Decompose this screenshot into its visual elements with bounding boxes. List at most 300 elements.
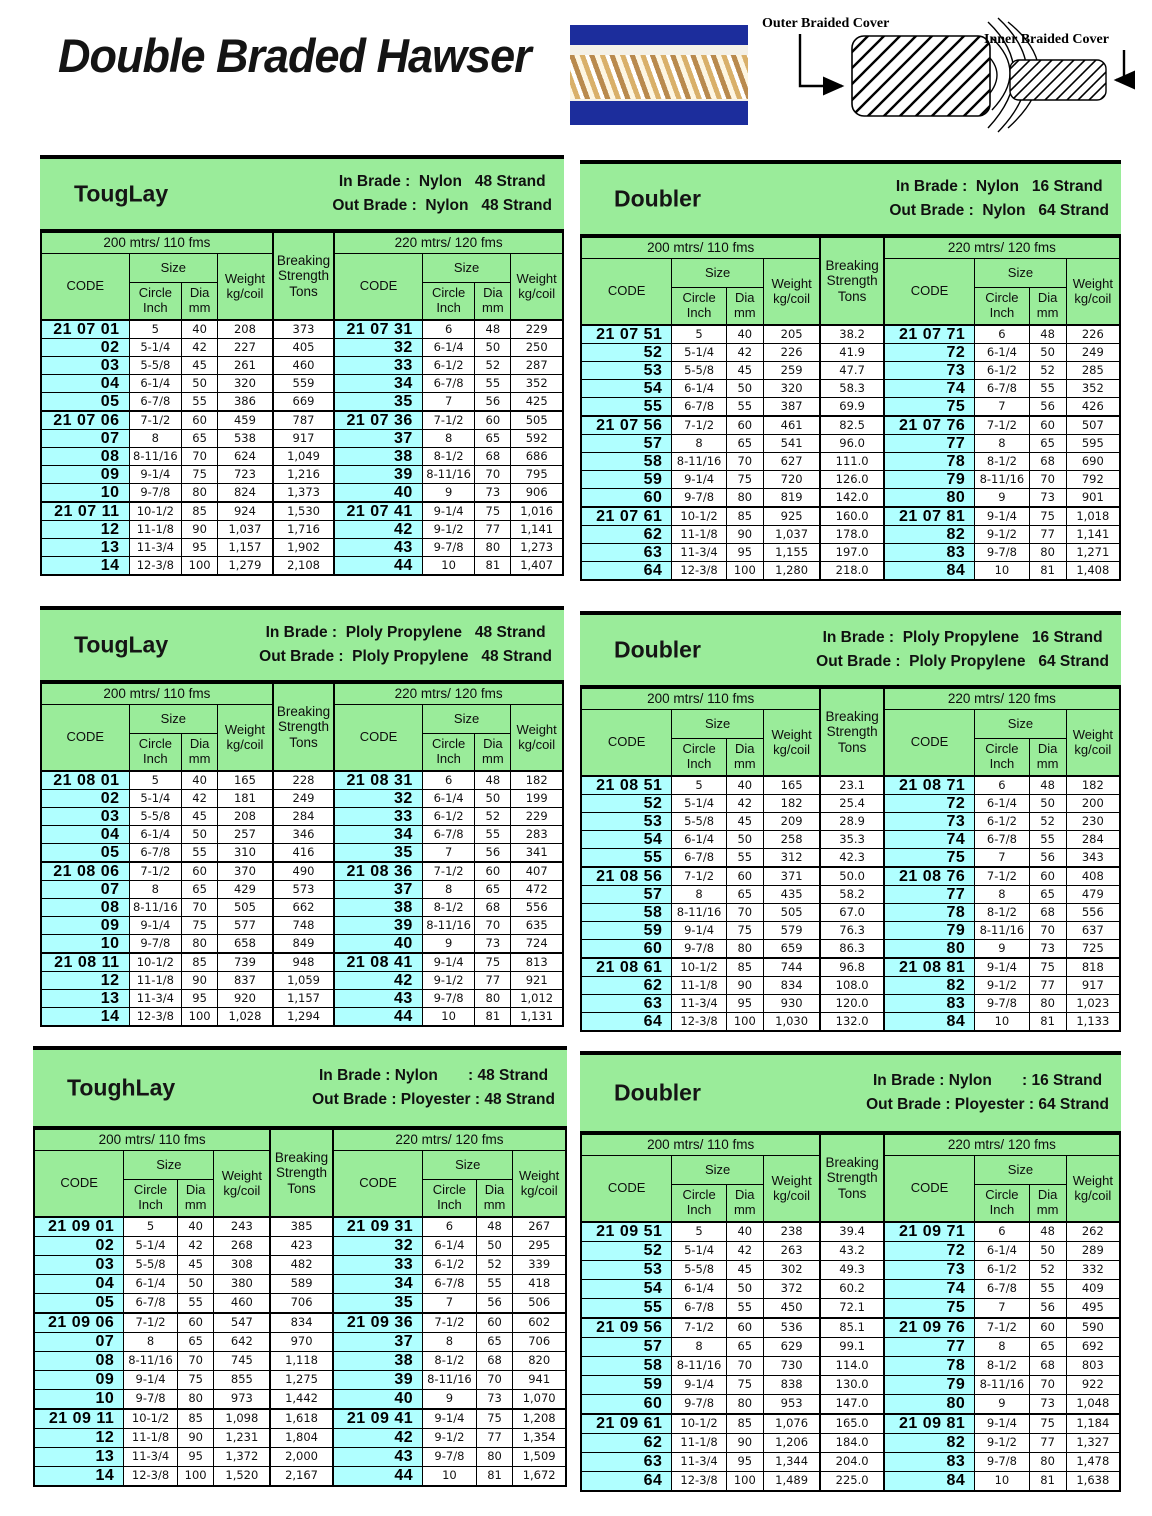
code-cell: 57 [581,435,672,453]
code-cell: 75 [884,849,975,868]
code-cell: 33 [334,808,422,826]
value-cell: 56 [475,393,511,412]
value-cell: 85 [726,1414,763,1434]
value-cell: 505 [511,411,563,430]
value-cell: 352 [511,375,563,393]
value-cell: 9-1/4 [422,953,475,972]
in-brade-line: In Brade : Nylon 48 Strand [338,172,546,190]
table-row [41,862,563,881]
value-cell: 385 [270,1217,333,1237]
value-cell: 9-7/8 [422,539,475,557]
value-cell: 6-1/4 [423,1237,477,1256]
table-row [581,867,1120,886]
header-weight: Weight kg/coil [1066,1156,1120,1223]
header-code: CODE [333,1151,423,1218]
value-cell: 659 [763,940,820,959]
value-cell: 75 [475,953,511,972]
value-cell: 658 [218,935,273,954]
value-cell: 5-5/8 [672,1261,726,1280]
table-row [581,977,1120,995]
value-cell: 50 [726,380,763,398]
code-cell: 13 [41,539,129,557]
value-cell: 52 [475,357,511,375]
value-cell: 8-11/16 [124,1352,178,1371]
code-cell: 42 [333,1429,423,1448]
table-row [581,1261,1120,1280]
value-cell: 1,141 [511,521,563,539]
value-cell: 9-7/8 [975,544,1029,562]
code-cell: 59 [581,471,672,489]
value-cell: 7 [975,849,1029,868]
value-cell: 259 [763,362,820,380]
header-size: Size [672,1156,763,1185]
value-cell: 1,327 [1066,1434,1120,1453]
header-code: CODE [884,259,975,326]
value-cell: 380 [214,1275,270,1294]
value-cell: 95 [726,544,763,562]
value-cell: 114.0 [820,1357,883,1376]
value-cell: 6-7/8 [975,1280,1029,1299]
table-row [41,521,563,539]
value-cell: 55 [1029,1280,1066,1299]
value-cell: 52 [1029,1261,1066,1280]
value-cell: 6-1/4 [124,1275,178,1294]
value-cell: 261 [218,357,273,375]
value-cell: 48 [1029,1222,1066,1242]
header-span-left: 200 mtrs/ 110 fms [581,238,820,259]
header-code: CODE [581,259,672,326]
value-cell: 6-1/4 [422,339,475,357]
table-row [581,1434,1120,1453]
value-cell: 60 [726,867,763,886]
value-cell: 35.3 [820,831,883,849]
value-cell: 745 [214,1352,270,1371]
code-cell: 40 [334,935,422,954]
table-row [34,1409,566,1429]
value-cell: 12-3/8 [672,1013,726,1032]
value-cell: 55 [182,393,218,412]
code-cell: 21 08 51 [581,776,672,795]
value-cell: 9-7/8 [672,940,726,959]
table-row [581,507,1120,526]
value-cell: 11-3/4 [672,1453,726,1472]
code-cell: 13 [41,990,129,1008]
value-cell: 80 [177,1390,214,1410]
value-cell: 10 [423,1467,477,1487]
spec-table [33,1129,567,1487]
code-cell: 21 09 41 [333,1409,423,1429]
code-cell: 44 [334,1008,422,1027]
code-cell: 21 09 51 [581,1222,672,1242]
block-titlebar [33,1050,567,1129]
code-cell: 59 [581,1376,672,1395]
header-dia-mm: Dia mm [475,734,511,772]
header-weight: Weight kg/coil [214,1151,270,1218]
header-code: CODE [581,1156,672,1223]
table-row [581,886,1120,904]
header-size: Size [672,259,763,288]
outer-braid-shape [852,36,990,116]
code-cell: 53 [581,1261,672,1280]
value-cell: 7-1/2 [423,1313,477,1333]
value-cell: 60 [475,862,511,881]
spec-table-block [40,155,564,576]
value-cell: 7-1/2 [124,1313,178,1333]
code-cell: 54 [581,1280,672,1299]
value-cell: 12-3/8 [129,557,182,576]
value-cell: 12-3/8 [672,562,726,581]
value-cell: 1,294 [273,1008,334,1027]
table-row [41,953,563,972]
value-cell: 460 [214,1294,270,1314]
value-cell: 824 [218,484,273,503]
value-cell: 450 [763,1299,820,1319]
value-cell: 8-1/2 [422,448,475,466]
value-cell: 65 [726,435,763,453]
value-cell: 11-1/8 [672,526,726,544]
value-cell: 55 [475,375,511,393]
value-cell: 55 [726,849,763,868]
value-cell: 10 [422,1008,475,1027]
code-cell: 77 [884,886,975,904]
header-circle-inch: Circle Inch [129,283,182,321]
table-row [41,466,563,484]
header-dia-mm: Dia mm [475,283,511,321]
value-cell: 917 [1066,977,1120,995]
value-cell: 182 [1066,776,1120,795]
value-cell: 45 [726,362,763,380]
value-cell: 9-1/2 [975,1434,1029,1453]
value-cell: 80 [1029,1453,1066,1472]
value-cell: 75 [1029,958,1066,977]
value-cell: 461 [763,416,820,435]
value-cell: 1,618 [270,1409,333,1429]
value-cell: 8 [672,435,726,453]
value-cell: 208 [218,808,273,826]
value-cell: 6-1/2 [422,357,475,375]
value-cell: 5 [129,320,182,339]
value-cell: 55 [1029,380,1066,398]
code-cell: 79 [884,471,975,489]
table-row [581,344,1120,362]
value-cell: 77 [1029,526,1066,544]
code-cell: 08 [34,1352,124,1371]
value-cell: 1,354 [513,1429,566,1448]
value-cell: 506 [513,1294,566,1314]
value-cell: 373 [273,320,334,339]
value-cell: 204.0 [820,1453,883,1472]
value-cell: 100 [726,1472,763,1492]
value-cell: 8 [422,881,475,899]
value-cell: 225.0 [820,1472,883,1492]
code-cell: 43 [334,990,422,1008]
code-cell: 02 [41,790,129,808]
code-cell: 64 [581,1472,672,1492]
code-cell: 39 [334,917,422,935]
table-row [581,904,1120,922]
value-cell: 6 [975,1222,1029,1242]
table-row [41,790,563,808]
value-cell: 8-1/2 [975,453,1029,471]
value-cell: 295 [513,1237,566,1256]
value-cell: 624 [218,448,273,466]
code-cell: 08 [41,448,129,466]
table-row [41,357,563,375]
value-cell: 6-1/4 [129,375,182,393]
value-cell: 65 [1029,1338,1066,1357]
header-weight: Weight kg/coil [763,259,820,326]
value-cell: 744 [763,958,820,977]
value-cell: 230 [1066,813,1120,831]
table-row [34,1313,566,1333]
value-cell: 556 [511,899,563,917]
value-cell: 690 [1066,453,1120,471]
in-brade-line: In Brade : Nylon 16 Strand [895,177,1103,195]
value-cell: 42 [182,339,218,357]
value-cell: 8 [423,1333,477,1352]
value-cell: 720 [763,471,820,489]
value-cell: 577 [218,917,273,935]
code-cell: 07 [41,881,129,899]
value-cell: 803 [1066,1357,1120,1376]
value-cell: 1,023 [1066,995,1120,1013]
value-cell: 9-1/4 [672,922,726,940]
value-cell: 818 [1066,958,1120,977]
value-cell: 1,372 [214,1448,270,1467]
value-cell: 55 [182,844,218,863]
table-row [41,320,563,339]
value-cell: 287 [511,357,563,375]
code-cell: 54 [581,831,672,849]
header-size: Size [124,1151,214,1180]
value-cell: 181 [218,790,273,808]
value-cell: 238 [763,1222,820,1242]
value-cell: 505 [763,904,820,922]
table-row [581,489,1120,508]
code-cell: 52 [581,344,672,362]
code-cell: 83 [884,544,975,562]
value-cell: 1,030 [763,1013,820,1032]
value-cell: 725 [1066,940,1120,959]
header-dia-mm: Dia mm [726,739,763,777]
value-cell: 416 [273,844,334,863]
value-cell: 435 [763,886,820,904]
value-cell: 1,275 [270,1371,333,1390]
value-cell: 7-1/2 [975,1318,1029,1338]
value-cell: 90 [726,1434,763,1453]
code-cell: 44 [333,1467,423,1487]
rope-photo-braid [570,55,748,99]
header-weight: Weight kg/coil [763,1156,820,1223]
value-cell: 11-3/4 [129,539,182,557]
value-cell: 559 [273,375,334,393]
value-cell: 371 [763,867,820,886]
code-cell: 14 [34,1467,124,1487]
value-cell: 70 [475,466,511,484]
value-cell: 1,280 [763,562,820,581]
value-cell: 65 [726,886,763,904]
value-cell: 372 [763,1280,820,1299]
code-cell: 58 [581,453,672,471]
value-cell: 819 [763,489,820,508]
table-row [581,1357,1120,1376]
value-cell: 9-1/2 [422,521,475,539]
value-cell: 6-1/4 [975,795,1029,813]
value-cell: 75 [177,1371,214,1390]
code-cell: 38 [333,1352,423,1371]
value-cell: 9-1/2 [975,526,1029,544]
code-cell: 42 [334,521,422,539]
value-cell: 70 [182,899,218,917]
code-cell: 35 [334,393,422,412]
value-cell: 50 [726,831,763,849]
value-cell: 52 [475,808,511,826]
value-cell: 339 [513,1256,566,1275]
value-cell: 262 [1066,1222,1120,1242]
table-row [41,430,563,448]
value-cell: 706 [513,1333,566,1352]
value-cell: 60 [475,411,511,430]
value-cell: 1,509 [513,1448,566,1467]
header-span-right: 220 mtrs/ 120 fms [884,238,1120,259]
value-cell: 1,118 [270,1352,333,1371]
code-cell: 05 [34,1294,124,1314]
product-name: ToughLay [67,1074,176,1101]
code-cell: 33 [334,357,422,375]
code-cell: 43 [334,539,422,557]
value-cell: 85 [177,1409,214,1429]
table-row [34,1352,566,1371]
value-cell: 23.1 [820,776,883,795]
table-row [34,1256,566,1275]
value-cell: 65 [475,430,511,448]
table-row [34,1275,566,1294]
code-cell: 75 [884,398,975,417]
value-cell: 5 [672,1222,726,1242]
table-row [41,448,563,466]
code-cell: 32 [334,790,422,808]
value-cell: 55 [475,826,511,844]
value-cell: 228 [273,771,334,790]
value-cell: 7-1/2 [672,1318,726,1338]
value-cell: 635 [511,917,563,935]
value-cell: 81 [475,1008,511,1027]
value-cell: 60 [182,862,218,881]
code-cell: 12 [41,972,129,990]
table-row [41,808,563,826]
code-cell: 12 [41,521,129,539]
code-cell: 38 [334,448,422,466]
header-circle-inch: Circle Inch [975,288,1029,326]
table-row [581,526,1120,544]
code-cell: 63 [581,1453,672,1472]
value-cell: 50 [475,339,511,357]
value-cell: 267 [513,1217,566,1237]
header-code: CODE [884,1156,975,1223]
code-cell: 14 [41,1008,129,1027]
value-cell: 81 [1029,1013,1066,1032]
value-cell: 50 [475,790,511,808]
value-cell: 1,530 [273,502,334,521]
code-cell: 59 [581,922,672,940]
value-cell: 6-1/2 [423,1256,477,1275]
value-cell: 8-11/16 [129,899,182,917]
value-cell: 6-7/8 [129,393,182,412]
value-cell: 85 [182,953,218,972]
table-row [41,899,563,917]
value-cell: 10-1/2 [672,958,726,977]
value-cell: 11-1/8 [129,521,182,539]
brade-spec [866,1069,1109,1117]
value-cell: 6-1/4 [422,790,475,808]
table-row [581,1414,1120,1434]
value-cell: 6-7/8 [975,380,1029,398]
code-cell: 62 [581,526,672,544]
value-cell: 8 [129,881,182,899]
value-cell: 182 [511,771,563,790]
value-cell: 9 [975,489,1029,508]
code-cell: 60 [581,940,672,959]
value-cell: 723 [218,466,273,484]
value-cell: 12-3/8 [129,1008,182,1027]
value-cell: 69.9 [820,398,883,417]
code-cell: 21 07 31 [334,320,422,339]
value-cell: 96.8 [820,958,883,977]
value-cell: 1,157 [218,539,273,557]
block-titlebar [40,159,564,232]
value-cell: 38.2 [820,325,883,344]
value-cell: 408 [1066,867,1120,886]
value-cell: 6-7/8 [129,844,182,863]
value-cell: 100 [726,1013,763,1032]
header-breaking-strength: Breaking Strength Tons [273,233,334,321]
table-row [581,1299,1120,1319]
value-cell: 229 [511,808,563,826]
value-cell: 227 [218,339,273,357]
value-cell: 11-3/4 [124,1448,178,1467]
header-dia-mm: Dia mm [1029,1185,1066,1223]
code-cell: 03 [41,808,129,826]
value-cell: 970 [270,1333,333,1352]
value-cell: 8-1/2 [975,1357,1029,1376]
in-brade-line: In Brade : Ploly Propylene 16 Strand [822,628,1103,646]
value-cell: 341 [511,844,563,863]
table-row [581,471,1120,489]
value-cell: 73 [476,1390,513,1410]
header-circle-inch: Circle Inch [422,734,475,772]
spec-table [580,1134,1121,1492]
value-cell: 1,279 [218,557,273,576]
value-cell: 41.9 [820,344,883,362]
value-cell: 11-1/8 [129,972,182,990]
value-cell: 10 [975,562,1029,581]
code-cell: 80 [884,1395,975,1415]
value-cell: 50 [1029,1242,1066,1261]
value-cell: 1,489 [763,1472,820,1492]
header-circle-inch: Circle Inch [672,1185,726,1223]
header-code: CODE [34,1151,124,1218]
code-cell: 21 07 76 [884,416,975,435]
value-cell: 479 [1066,886,1120,904]
value-cell: 65 [182,430,218,448]
header-code: CODE [581,710,672,777]
header-dia-mm: Dia mm [726,1185,763,1223]
header-span-right: 220 mtrs/ 120 fms [884,1135,1120,1156]
value-cell: 80 [182,935,218,954]
value-cell: 250 [511,339,563,357]
value-cell: 370 [218,862,273,881]
value-cell: 229 [511,320,563,339]
